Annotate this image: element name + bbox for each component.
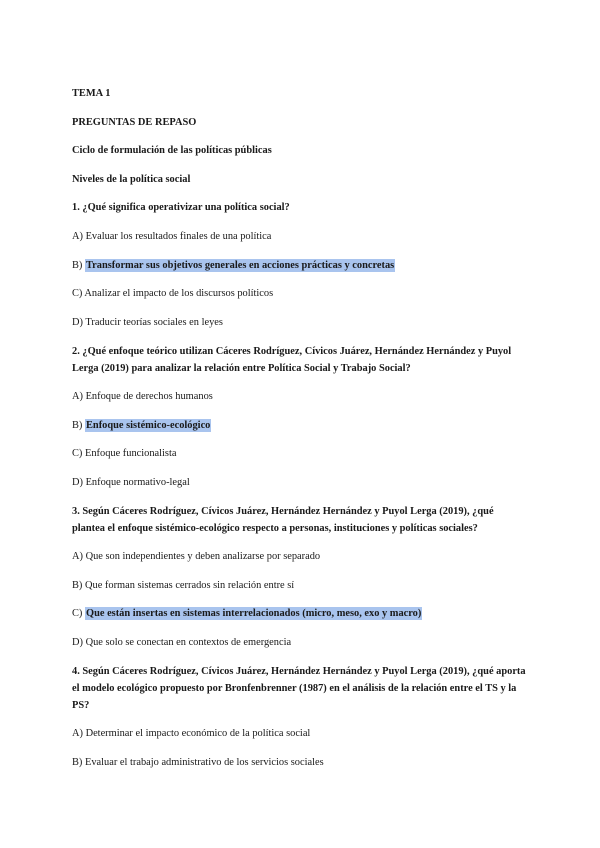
q1-option-d: D) Traducir teorías sociales en leyes — [72, 317, 223, 328]
highlighted-answer: Que están insertas en sistemas interrelacionados (micro, meso, exo y macro) — [86, 608, 422, 619]
q4-option-b: B) Evaluar el trabajo administrativo de los servicios sociales — [72, 757, 324, 768]
tema-heading: TEMA 1 — [72, 88, 111, 99]
q1-option-a: A) Evaluar los resultados finales de una política — [72, 231, 272, 242]
q3-option-d: D) Que solo se conectan en contextos de emergencia — [72, 637, 292, 648]
q3-option-a: A) Que son independientes y deben analizarse por separado — [72, 551, 321, 562]
highlighted-answer: Enfoque sistémico-ecológico — [86, 420, 211, 431]
question-4: 4. Según Cáceres Rodríguez, Cívicos Juárez, Hernández Hernández y Puyol Lerga (2019), ¿qué aporta el modelo ecológico propuesto por Bronfenbrenner (1987) en el análisis de la relación entre el TS y la PS? — [72, 666, 526, 711]
review-questions-heading: PREGUNTAS DE REPASO — [72, 117, 197, 128]
section-heading-cycle: Ciclo de formulación de las políticas públicas — [72, 145, 272, 156]
q3-option-c: C) Que están insertas en sistemas interrelacionados (micro, meso, exo y macro) — [72, 608, 422, 619]
q3-option-b: B) Que forman sistemas cerrados sin relación entre sí — [72, 580, 295, 591]
q2-option-c: C) Enfoque funcionalista — [72, 448, 177, 459]
section-heading-levels: Niveles de la política social — [72, 174, 191, 185]
q2-option-b: B) Enfoque sistémico-ecológico — [72, 420, 211, 431]
question-2: 2. ¿Qué enfoque teórico utilizan Cáceres Rodríguez, Cívicos Juárez, Hernández Hernández y Puyol Lerga (2019) para analizar la relación entre Política Social y Trabajo Social? — [72, 346, 512, 374]
question-1: 1. ¿Qué significa operativizar una política social? — [72, 202, 290, 213]
highlighted-answer: Transformar sus objetivos generales en acciones prácticas y concretas — [86, 260, 395, 271]
question-3: 3. Según Cáceres Rodríguez, Cívicos Juárez, Hernández Hernández y Puyol Lerga (2019), ¿qué plantea el enfoque sistémico-ecológico respecto a personas, instituciones y políticas sociales? — [72, 506, 494, 534]
q2-option-a: A) Enfoque de derechos humanos — [72, 391, 213, 402]
q1-option-c: C) Analizar el impacto de los discursos políticos — [72, 288, 274, 299]
q1-option-b: B) Transformar sus objetivos generales en acciones prácticas y concretas — [72, 260, 395, 271]
q4-option-a: A) Determinar el impacto económico de la política social — [72, 728, 311, 739]
q2-option-d: D) Enfoque normativo-legal — [72, 477, 190, 488]
